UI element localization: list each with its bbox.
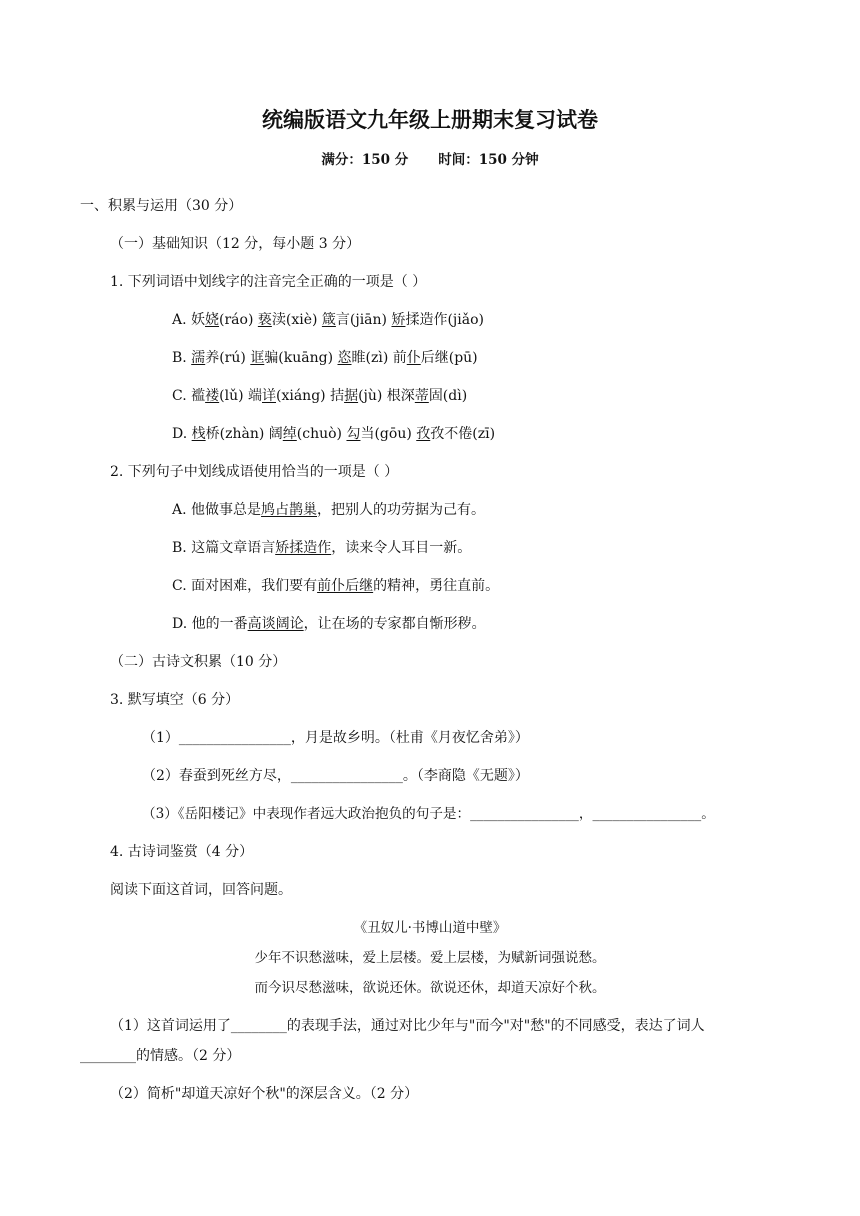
option-text: D. 他的一番 xyxy=(172,616,248,632)
option-text: (ráo) xyxy=(219,312,258,328)
question-1-stem: 1. 下列词语中划线字的注音完全正确的一项是（ ） xyxy=(110,274,427,290)
option-text: 固(dì) xyxy=(428,388,468,404)
exam-time: 时间：150 分钟 xyxy=(438,152,539,168)
poem-line: 少年不识愁滋味，爱上层楼。爱上层楼，为赋新词强说愁。 xyxy=(254,950,606,966)
question-2-stem: 2. 下列句子中划线成语使用恰当的一项是（ ） xyxy=(110,464,399,480)
question-4-part-1-continued: ________的情感。（2 分） xyxy=(80,1048,241,1064)
option-text: 睢(zì) 前 xyxy=(351,350,407,366)
option-text: C. 面对困难，我们要有 xyxy=(172,578,318,594)
option-text: (chuò) xyxy=(296,426,347,442)
underlined-text: 箴 xyxy=(321,312,336,328)
underlined-text: 绰 xyxy=(282,426,297,442)
underlined-text: 濡 xyxy=(191,350,206,366)
underlined-text: 孜 xyxy=(416,426,431,442)
underlined-text: 矫 xyxy=(391,312,406,328)
reading-instruction: 阅读下面这首词，回答问题。 xyxy=(110,882,292,898)
question-1-option-b xyxy=(172,348,478,368)
option-text: 揉造作(jiǎo) xyxy=(405,312,484,328)
option-text: A. 妖 xyxy=(172,312,206,328)
underlined-text: 亵 xyxy=(257,312,272,328)
option-text: 渎(xiè) xyxy=(271,312,322,328)
option-text: C. 褴 xyxy=(172,388,206,404)
option-text: (jù) 根深 xyxy=(358,388,415,404)
option-text: A. 他做事总是 xyxy=(172,502,262,518)
question-2-option-d xyxy=(172,614,486,634)
page-title: 统编版语文九年级上册期末复习试卷 xyxy=(262,108,598,132)
option-text: 言(jiān) xyxy=(335,312,392,328)
underlined-text: 褛 xyxy=(205,388,220,404)
underlined-text: 据 xyxy=(344,388,359,404)
underlined-text: 前仆后继 xyxy=(317,578,374,594)
underlined-text: 诓 xyxy=(250,350,265,366)
underlined-text: 仆 xyxy=(406,350,421,366)
question-4-stem: 4. 古诗词鉴赏（4 分） xyxy=(110,844,254,860)
underlined-text: 勾 xyxy=(346,426,361,442)
question-1-option-d xyxy=(172,424,495,444)
option-text: ，把别人的功劳据为己有。 xyxy=(317,502,486,518)
question-1-option-a xyxy=(172,310,484,330)
option-text: 骗(kuāng) xyxy=(264,350,338,366)
option-text: 孜不倦(zī) xyxy=(430,426,496,442)
option-text: ，让在场的专家都自惭形秽。 xyxy=(303,616,486,632)
underlined-text: 高谈阔论 xyxy=(247,616,304,632)
question-4-part-1: （1）这首词运用了________的表现手法，通过对比少年与"而今"对"愁"的不同感受，表达了词人 xyxy=(110,1018,705,1034)
poem-line: 而今识尽愁滋味，欲说还休。欲说还休，却道天凉好个秋。 xyxy=(254,980,606,996)
underlined-text: 蒂 xyxy=(414,388,429,404)
question-3-item-3: （3）《岳阳楼记》中表现作者远大政治抱负的句子是：________________，________________。 xyxy=(142,806,715,822)
subsection-heading: （一）基础知识（12 分，每小题 3 分） xyxy=(110,236,361,252)
option-text: B. 这篇文章语言 xyxy=(172,540,276,556)
option-text: (lǔ) 端 xyxy=(219,388,262,404)
underlined-text: 娆 xyxy=(205,312,220,328)
underlined-text: 鸠占鹊巢 xyxy=(261,502,318,518)
underlined-text: 栈 xyxy=(191,426,206,442)
option-text: D. xyxy=(172,426,192,442)
subsection-heading: （二）古诗文积累（10 分） xyxy=(110,654,287,670)
question-3-item-2: （2）春蚕到死丝方尽，________________。（李商隐《无题》） xyxy=(142,768,529,784)
question-2-option-c xyxy=(172,576,499,596)
question-1-option-c xyxy=(172,386,467,406)
question-2-option-b xyxy=(172,538,471,558)
option-text: 养(rú) xyxy=(205,350,251,366)
underlined-text: 恣 xyxy=(337,350,352,366)
option-text: 桥(zhàn) 阔 xyxy=(205,426,283,442)
section-heading: 一、积累与运用（30 分） xyxy=(80,198,243,214)
option-text: (xiáng) 拮 xyxy=(276,388,345,404)
option-text: ，读来令人耳目一新。 xyxy=(331,540,472,556)
underlined-text: 详 xyxy=(262,388,276,404)
option-text: 的精神，勇往直前。 xyxy=(373,578,500,594)
question-2-option-a xyxy=(172,500,485,520)
full-score: 满分：150 分 xyxy=(321,152,409,168)
exam-meta xyxy=(0,150,860,170)
poem-title: 《丑奴儿·书博山道中壁》 xyxy=(353,920,507,936)
underlined-text: 矫揉造作 xyxy=(275,540,332,556)
question-4-part-2: （2）简析"却道天凉好个秋"的深层含义。（2 分） xyxy=(110,1086,419,1102)
question-3-item-1: （1）________________，月是故乡明。（杜甫《月夜忆舍弟》） xyxy=(142,730,529,746)
question-3-stem: 3. 默写填空（6 分） xyxy=(110,692,240,708)
option-text: 后继(pū) xyxy=(420,350,478,366)
option-text: B. xyxy=(172,350,192,366)
option-text: 当(gōu) xyxy=(360,426,417,442)
